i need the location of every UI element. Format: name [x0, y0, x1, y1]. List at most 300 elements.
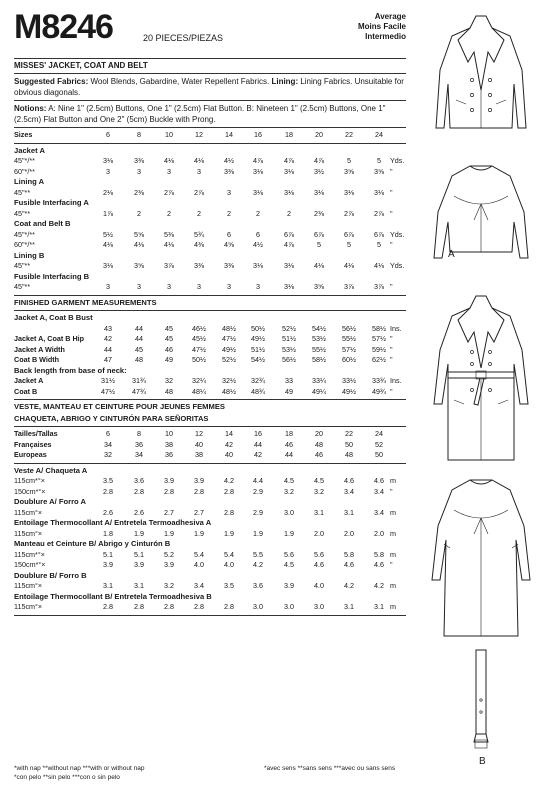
- footnote-es: *con pelo **sin pelo ***con o sin pelo: [14, 774, 120, 781]
- cell-value: 2: [227, 208, 231, 218]
- cell-value: 1.9: [253, 528, 263, 538]
- cell-value: 38: [195, 450, 203, 459]
- cell-value: 53½: [282, 344, 296, 354]
- row-label: 45"**: [14, 208, 31, 218]
- cell-value: 4⅞: [284, 156, 294, 165]
- cell-value: 32½: [222, 376, 236, 385]
- cell-value: 5: [377, 240, 381, 249]
- section-heading: Manteau et Ceinture B/ Abrigo y Cinturón B: [14, 539, 171, 548]
- cell-value: 14: [225, 130, 233, 139]
- row-label: Europeas: [14, 450, 47, 459]
- row-label: 45"**: [14, 282, 31, 291]
- cell-value: 6⅞: [314, 229, 324, 239]
- unit: ": [390, 386, 393, 396]
- cell-value: 42: [104, 334, 112, 343]
- cell-value: 3.1: [103, 581, 113, 590]
- cell-value: 8: [137, 429, 141, 438]
- cell-value: 3.9: [194, 476, 204, 485]
- cell-value: 5⅝: [134, 229, 144, 239]
- cell-value: 3.1: [344, 507, 354, 517]
- cell-value: 2.8: [224, 486, 234, 496]
- cell-value: 2.8: [103, 486, 113, 496]
- cell-value: 46: [285, 439, 293, 449]
- unit: ": [390, 282, 393, 291]
- table-row: [14, 550, 406, 561]
- cell-value: 5: [347, 240, 351, 249]
- cell-value: 16: [254, 130, 262, 139]
- cell-value: 3: [197, 166, 201, 176]
- cell-value: 57½: [372, 334, 386, 343]
- cell-value: 33: [285, 376, 293, 385]
- section-heading: Fusible Interfacing B: [14, 271, 90, 281]
- cell-value: 5.8: [374, 549, 384, 559]
- cell-value: 2.0: [374, 528, 384, 538]
- cell-value: 33¾: [372, 376, 386, 385]
- cell-value: 56½: [342, 323, 356, 333]
- cell-value: 2⅛: [103, 187, 113, 197]
- table-row: [14, 156, 406, 167]
- cell-value: 2: [197, 208, 201, 218]
- table-row: [14, 508, 406, 519]
- cell-value: 3.5: [103, 476, 113, 485]
- unit: ": [390, 486, 393, 496]
- cell-value: 36: [135, 439, 143, 449]
- cell-value: 45: [165, 334, 173, 343]
- cell-value: 5⅜: [164, 229, 174, 239]
- cell-value: 3⅞: [164, 261, 174, 270]
- row-label: 150cm*°×: [14, 486, 46, 496]
- belt-illustration: [474, 650, 488, 748]
- table-row: [14, 209, 406, 220]
- footnote-en: *with nap **without nap ***with or without nap: [14, 765, 145, 772]
- cell-value: 3⅞: [344, 282, 354, 291]
- cell-value: 3.4: [374, 486, 384, 496]
- cell-value: 6: [106, 429, 110, 438]
- unit: Yds.: [390, 229, 405, 239]
- cell-value: 3⅝: [344, 166, 354, 176]
- finished-table: [14, 313, 406, 397]
- cell-value: 14: [225, 429, 233, 438]
- row-label: 115cm°×: [14, 602, 43, 611]
- cell-value: 49¾: [372, 386, 386, 396]
- cell-value: 2⅞: [374, 208, 384, 218]
- table-row: [14, 230, 406, 241]
- cell-value: 58½: [312, 355, 326, 364]
- cell-value: 5¾: [194, 229, 204, 239]
- row-label: Jacket A, Coat B Hip: [14, 334, 85, 343]
- cell-value: 4⅛: [164, 240, 174, 249]
- cell-value: 54½: [251, 355, 265, 364]
- row-label: Sizes: [14, 130, 33, 139]
- cell-value: 3⅛: [253, 261, 263, 270]
- cell-value: 1.9: [164, 528, 174, 538]
- cell-value: 47½: [222, 334, 236, 343]
- cell-value: 1.9: [194, 528, 204, 538]
- cell-value: 3: [137, 282, 141, 291]
- cell-value: 4⅛: [344, 261, 354, 270]
- cell-value: 3⅛: [103, 261, 113, 270]
- cell-value: 3.4: [194, 581, 204, 590]
- cell-value: 10: [165, 429, 173, 438]
- cell-value: 44: [104, 344, 112, 354]
- cell-value: 3: [197, 282, 201, 291]
- cell-value: 24: [375, 130, 383, 139]
- row-label: Jacket A: [14, 376, 44, 385]
- cell-value: 4.6: [344, 560, 354, 569]
- pattern-number: M8246: [14, 8, 113, 46]
- cell-value: 20: [315, 429, 323, 438]
- cell-value: 60½: [342, 355, 356, 364]
- cell-value: 50½: [251, 323, 265, 333]
- cell-value: 3: [256, 282, 260, 291]
- cell-value: 1⅞: [103, 208, 113, 218]
- cell-value: 4⅛: [103, 240, 113, 249]
- cell-value: 49½: [222, 344, 236, 354]
- cell-value: 32: [165, 376, 173, 385]
- level-en: Average: [374, 12, 406, 21]
- cell-value: 3.9: [103, 560, 113, 569]
- table-row: [14, 261, 406, 272]
- cell-value: 43: [104, 323, 112, 333]
- suggested-fabrics: Suggested Fabrics: Wool Blends, Gabardine, Water Repellent Fabrics. Lining: Lining Fabrics. Unsuitable for obvious diagonals.: [14, 77, 404, 97]
- cell-value: 2.8: [194, 602, 204, 611]
- cell-value: 4.0: [314, 581, 324, 590]
- cell-value: 5.5: [253, 549, 263, 559]
- cell-value: 3.6: [134, 476, 144, 485]
- table-row: [14, 188, 406, 199]
- coat-b-back-illustration: [432, 480, 530, 636]
- cell-value: 3⅛: [314, 187, 324, 197]
- cell-value: 5.1: [134, 549, 144, 559]
- section-heading: Lining A: [14, 177, 45, 186]
- cell-value: 2⅜: [134, 187, 144, 197]
- table-row: [14, 376, 406, 387]
- cell-value: 20: [315, 130, 323, 139]
- unit: ": [390, 334, 393, 343]
- title-en: MISSES' JACKET, COAT AND BELT: [14, 61, 148, 70]
- row-label: Tailles/Tallas: [14, 429, 58, 438]
- cell-value: 5.4: [224, 549, 234, 559]
- cell-value: 48½: [222, 386, 236, 396]
- cell-value: 3⅛: [284, 166, 294, 176]
- cell-value: 44: [135, 334, 143, 343]
- unit: m: [390, 602, 396, 611]
- cell-value: 3.2: [284, 486, 294, 496]
- cell-value: 2.7: [164, 507, 174, 517]
- cell-value: 49¼: [312, 386, 326, 396]
- table-row: [14, 581, 406, 592]
- cell-value: 4⅛: [374, 261, 384, 270]
- cell-value: 3½: [314, 166, 324, 176]
- cell-value: 58½: [372, 323, 386, 333]
- cell-value: 2: [287, 208, 291, 218]
- cell-value: 4⅞: [314, 156, 324, 165]
- cell-value: 49: [285, 386, 293, 396]
- cell-value: 51½: [251, 344, 265, 354]
- table-row: [14, 167, 406, 178]
- cell-value: 2: [256, 208, 260, 218]
- cell-value: 3⅜: [134, 156, 144, 165]
- cell-value: 2: [137, 208, 141, 218]
- cell-value: 50: [345, 439, 353, 449]
- cell-value: 3⅛: [253, 187, 263, 197]
- cell-value: 47: [104, 355, 112, 364]
- cell-value: 47½: [192, 344, 206, 354]
- cell-value: 24: [375, 429, 383, 438]
- cell-value: 48: [345, 450, 353, 459]
- cell-value: 31½: [101, 376, 115, 385]
- cell-value: 3⅝: [314, 282, 324, 291]
- unit: ": [390, 208, 393, 218]
- title-fr: VESTE, MANTEAU ET CEINTURE POUR JEUNES FEMMES: [14, 402, 225, 411]
- row-label: 115cm*°×: [14, 549, 45, 559]
- cell-value: 2.6: [103, 507, 113, 517]
- cell-value: 3: [227, 187, 231, 197]
- cell-value: 3: [227, 282, 231, 291]
- cell-value: 49½: [342, 386, 356, 396]
- cell-value: 6⅞: [344, 229, 354, 239]
- intl-size-row: [14, 429, 406, 440]
- cell-value: 3.2: [164, 581, 174, 590]
- cell-value: 3⅛: [284, 261, 294, 270]
- cell-value: 1.9: [224, 528, 234, 538]
- footnote-fr: *avec sens **sans sens ***avec ou sans sens: [264, 765, 396, 772]
- international-sizes: [14, 429, 406, 461]
- cell-value: 3.4: [374, 507, 384, 517]
- cell-value: 42: [254, 450, 262, 459]
- cell-value: 55½: [342, 334, 356, 343]
- section-heading: Entoilage Thermocollant A/ Entretela Termoadhesiva A: [14, 518, 212, 527]
- cell-value: 6: [227, 229, 231, 239]
- cell-value: 3.1: [314, 507, 324, 517]
- section-heading: Back length from base of neck:: [14, 365, 127, 375]
- unit: ": [390, 187, 393, 197]
- cell-value: 2.8: [103, 602, 113, 611]
- cell-value: 5: [377, 156, 381, 165]
- finished-title: FINISHED GARMENT MEASUREMENTS: [14, 297, 157, 307]
- row-label: 45"**: [14, 187, 31, 197]
- cell-value: 16: [254, 429, 262, 438]
- cell-value: 32¾: [251, 376, 265, 385]
- cell-value: 12: [195, 130, 203, 139]
- cell-value: 55½: [312, 344, 326, 354]
- section-heading: Doublure B/ Forro B: [14, 570, 87, 580]
- cell-value: 5.6: [284, 549, 294, 559]
- cell-value: 2.8: [164, 486, 174, 496]
- cell-value: 2.9: [253, 486, 263, 496]
- cell-value: 49½: [251, 334, 265, 343]
- cell-value: 4⅛: [314, 261, 324, 270]
- cell-value: 3: [106, 282, 110, 291]
- cell-value: 56½: [282, 355, 296, 364]
- cell-value: 18: [285, 429, 293, 438]
- row-label: Coat B Width: [14, 355, 60, 364]
- unit: ": [390, 166, 393, 176]
- cell-value: 2.8: [134, 486, 144, 496]
- cell-value: 4.6: [374, 476, 384, 485]
- row-label: 150cm*°×: [14, 560, 46, 569]
- cell-value: 2.6: [134, 507, 144, 517]
- cell-value: 40: [225, 450, 233, 459]
- cell-value: 4⅞: [284, 240, 294, 249]
- cell-value: 2.7: [194, 507, 204, 517]
- section-heading: Coat and Belt B: [14, 219, 71, 228]
- cell-value: 3.0: [253, 602, 263, 611]
- cell-value: 3.9: [164, 476, 174, 485]
- row-label: 60"*/**: [14, 166, 35, 176]
- cell-value: 3.5: [224, 581, 234, 590]
- notions: Notions: A: Nine 1" (2.5cm) Buttons, One 1" (2.5cm) Flat Button. B: Nineteen 1" (2.5cm) Buttons, One 1" (2.5cm) Flat Button and One 2" (5cm) Buckle with Prong.: [14, 104, 386, 124]
- cell-value: 3⅞: [374, 282, 384, 291]
- cell-value: 4.6: [374, 560, 384, 569]
- cell-value: 2⅞: [194, 187, 204, 197]
- cell-value: 6⅞: [284, 229, 294, 239]
- cell-value: 3.9: [134, 560, 144, 569]
- cell-value: 3⅛: [284, 282, 294, 291]
- cell-value: 1.9: [284, 528, 294, 538]
- cell-value: 44: [135, 323, 143, 333]
- cell-value: 4½: [253, 240, 263, 249]
- cell-value: 32: [104, 450, 112, 459]
- cell-value: 33½: [342, 376, 356, 385]
- table-row: [14, 487, 406, 498]
- unit: Ins.: [390, 323, 402, 333]
- cell-value: 5.4: [194, 549, 204, 559]
- cell-value: 48½: [222, 323, 236, 333]
- cell-value: 8: [137, 130, 141, 139]
- left-column: [14, 6, 406, 618]
- row-label: 45"*/**: [14, 229, 35, 239]
- cell-value: 3.0: [284, 507, 294, 517]
- unit: m: [390, 507, 396, 517]
- cell-value: 52½: [282, 323, 296, 333]
- cell-value: 3⅜: [224, 166, 234, 176]
- intl-size-row: [14, 450, 406, 461]
- cell-value: 4.0: [194, 560, 204, 569]
- cell-value: 1.9: [134, 528, 144, 538]
- unit: m: [390, 476, 396, 485]
- cell-value: 48¼: [192, 386, 206, 396]
- unit: m: [390, 549, 396, 559]
- cell-value: 46½: [192, 323, 206, 333]
- cell-value: 51½: [282, 334, 296, 343]
- title-es: CHAQUETA, ABRIGO Y CINTURÓN PARA SEÑORITAS: [14, 414, 209, 423]
- cell-value: 3.4: [344, 486, 354, 496]
- cell-value: 3.1: [374, 602, 384, 611]
- cell-value: 45: [165, 323, 173, 333]
- table-row: [14, 560, 406, 571]
- unit: ": [390, 240, 393, 249]
- section-heading: Veste A/ Chaqueta A: [14, 465, 88, 475]
- cell-value: 4.4: [253, 476, 263, 485]
- cell-value: 4½: [224, 156, 234, 165]
- cell-value: 3⅝: [374, 166, 384, 176]
- row-label: 45"**: [14, 261, 31, 270]
- cell-value: 34: [104, 439, 112, 449]
- cell-value: 2.9: [253, 507, 263, 517]
- cell-value: 3: [167, 166, 171, 176]
- cell-value: 36: [165, 450, 173, 459]
- cell-value: 3.0: [284, 602, 294, 611]
- table-row: [14, 602, 406, 613]
- cell-value: 45½: [192, 334, 206, 343]
- cell-value: 47½: [101, 386, 115, 396]
- cell-value: 33¼: [312, 376, 326, 385]
- row-label: 45"*/**: [14, 156, 35, 165]
- cell-value: 49: [165, 355, 173, 364]
- cell-value: 2⅜: [314, 208, 324, 218]
- cell-value: 2⅞: [164, 187, 174, 197]
- cell-value: 5.8: [344, 549, 354, 559]
- coat-b-front-illustration: [434, 296, 528, 460]
- cell-value: 3.9: [164, 560, 174, 569]
- cell-value: 42: [225, 439, 233, 449]
- section-heading: Entoilage Thermocollant B/ Entretela Termoadhesiva B: [14, 591, 212, 601]
- cell-value: 3⅛: [284, 187, 294, 197]
- level-fr: Moins Facile: [357, 22, 406, 31]
- cell-value: 4.2: [224, 476, 234, 485]
- unit: Yds.: [390, 156, 405, 165]
- table-row: [14, 345, 406, 356]
- table-row: [14, 324, 406, 335]
- row-label: 115cm*°×: [14, 476, 45, 485]
- cell-value: 5.2: [164, 549, 174, 559]
- unit: ": [390, 344, 393, 354]
- cell-value: 54½: [312, 323, 326, 333]
- cell-value: 3⅛: [374, 187, 384, 197]
- cell-value: 5.6: [314, 549, 324, 559]
- cell-value: 57½: [342, 344, 356, 354]
- garment-illustrations: [414, 0, 549, 800]
- cell-value: 4.6: [314, 560, 324, 569]
- cell-value: 2.8: [224, 507, 234, 517]
- cell-value: 48¾: [251, 386, 265, 396]
- cell-value: 22: [345, 429, 353, 438]
- unit: m: [390, 581, 396, 590]
- cell-value: 4⅛: [194, 156, 204, 165]
- view-label-a: A: [448, 249, 455, 260]
- cell-value: 5: [347, 156, 351, 165]
- cell-value: 4.2: [374, 581, 384, 590]
- table-row: [14, 355, 406, 366]
- cell-value: 32¼: [192, 376, 206, 385]
- cell-value: 3⅜: [224, 261, 234, 270]
- cell-value: 2.8: [224, 602, 234, 611]
- cell-value: 6: [256, 229, 260, 239]
- cell-value: 4.5: [314, 476, 324, 485]
- metric-table: [14, 466, 406, 613]
- cell-value: 3: [106, 166, 110, 176]
- cell-value: 4⅞: [253, 156, 263, 165]
- cell-value: 1.8: [103, 528, 113, 538]
- section-heading: Doublure A/ Forro A: [14, 497, 86, 506]
- cell-value: 4⅛: [134, 240, 144, 249]
- cell-value: 52: [375, 439, 383, 449]
- cell-value: 46: [315, 450, 323, 459]
- unit: ": [390, 560, 393, 569]
- cell-value: 3.1: [134, 581, 144, 590]
- cell-value: 18: [285, 130, 293, 139]
- cell-value: 3.0: [314, 602, 324, 611]
- cell-value: 6⅞: [374, 229, 384, 239]
- section-heading: Jacket A: [14, 145, 45, 155]
- cell-value: 38: [165, 439, 173, 449]
- cell-value: 4.2: [344, 581, 354, 590]
- unit: m: [390, 528, 396, 538]
- cell-value: 3.2: [314, 486, 324, 496]
- cell-value: 50: [375, 450, 383, 459]
- cell-value: 4⅜: [194, 240, 204, 249]
